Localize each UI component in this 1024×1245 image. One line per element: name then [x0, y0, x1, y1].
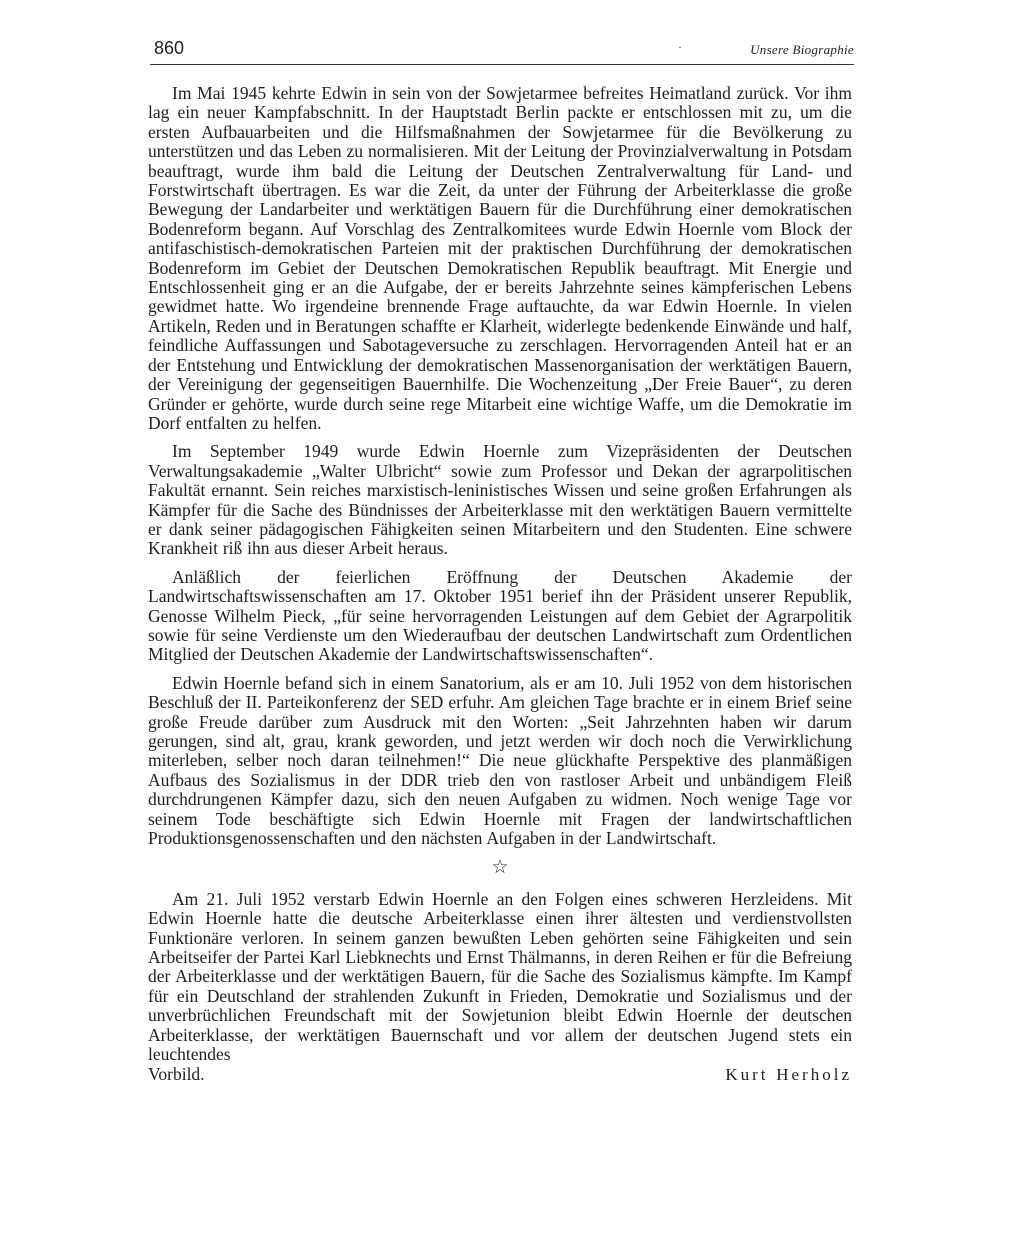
closing-paragraph: Am 21. Juli 1952 verstarb Edwin Hoernle an den Folgen eines schweren Herzleidens. Mit Edwin Hoernle hatte die deutsche Arbeiterklasse einen ihrer ältesten und verdienstvollsten Funktionäre verloren. In seinem ganzen bewußten Leben gehörten seine Fähigkeiten und sein Arbeitseifer der Partei Karl Liebknechts und Ernst Thälmanns, in deren Reihen er für die Befreiung der Arbeiterklasse und der werktätigen Bauern, für die Sache des Sozialismus kämpfte. Im Kampf für ein Deutschland der strahlenden Zukunft in Frieden, Demokratie und Sozialismus und der unverbrüchlichen Freundschaft mit der Sowjetunion bleibt Edwin Hoernle der deutschen Arbeiterklasse, der werktätigen Bauernschaft und vor allem der deutschen Jugend stets ein leuchtendes: [148, 888, 853, 1065]
paragraph: Im September 1949 wurde Edwin Hoernle zum Vizepräsidenten der Deutschen Verwaltungsakademie „Walter Ulbricht“ sowie zum Professor und Dekan der agrarpolitischen Fakultät ernannt. Sein reiches marxistisch-leninistisches Wissen und seine großen Erfahrungen als Kämpfer für die Sache des Bündnisses der Arbeiterklasse mit den werktätigen Bauern vermittelte er dank seiner pädagogischen Fähigkeiten seinen Mitarbeitern und den Studenten. Eine schwere Krankheit riß ihn aus dieser Arbeit heraus.: [148, 441, 852, 559]
paragraph: Edwin Hoernle befand sich in einem Sanatorium, als er am 10. Juli 1952 von dem historischen Beschluß der II. Parteikonferenz der SED erfuhr. Am gleichen Tage brachte er in einem Brief seine große Freude darüber zum Ausdruck mit den Worten: „Seit Jahrzehnten haben wir darum gerungen, sind alt, grau, krank geworden, und jetzt werden wir doch noch die Verwirklichung miterleben, selber noch daran teilnehmen!“ Die neue glückhafte Perspektive des planmäßigen Aufbaus des Sozialismus in der DDR trieb den von rastloser Arbeit und unbändigem Fleiß durchdrungenen Kämpfer dazu, sich den neuen Aufgaben zu widmen. Noch wenige Tage vor seinem Tode beschäftigte sich Edwin Hoernle mit Fragen der landwirtschaftlichen Produktionsgenossenschaften und den nächsten Aufgaben in der Landwirtschaft.: [148, 672, 852, 849]
page-number: 860: [154, 38, 185, 58]
author-signature: Kurt Herholz: [725, 1064, 852, 1084]
header-dot: ·: [678, 40, 682, 54]
running-title: Unsere Biographie: [750, 42, 854, 57]
paragraph: Anläßlich der feierlichen Eröffnung der Deutschen Akademie der Landwirtschaftswissenschaften am 17. Oktober 1951 berief ihn der Präsident unserer Republik, Genosse Wilhelm Pieck, „für seine hervorragenden Leistungen auf dem Gebiet der Agrarpolitik sowie für seine Verdienste um den Wiederaufbau der deutschen Landwirtschaft zum Ordentlichen Mitglied der Deutschen Akademie der Landwirtschaftswissenschaften“.: [148, 566, 852, 665]
body-text: [148, 84, 852, 1084]
paragraph: Im Mai 1945 kehrte Edwin in sein von der Sowjetarmee befreites Heimatland zurück. Vor ihm lag ein neuer Kampfabschnitt. In der Hauptstadt Berlin packte er entschlossen mit zu, um die ersten Aufbauarbeiten und die Hilfsmaßnahmen der Sowjetarmee für die Bevölkerung zu unterstützen und das Leben zu normalisieren. Mit der Leitung der Provinzialverwaltung in Potsdam beauftragt, wurde ihm bald die Leitung der Deutschen Zentralverwaltung für Land- und Forstwirtschaft übertragen. Es war die Zeit, da unter der Führung der Arbeiterklasse die große Bewegung der Landarbeiter und werktätigen Bauern für die Durchführung einer demokratischen Bodenreform begann. Auf Vorschlag des Zentralkomitees wurde Edwin Hoernle vom Block der antifaschistisch-demokratischen Parteien mit der praktischen Durchführung der demokratischen Bodenreform im Gebiet der Deutschen Demokratischen Republik beauftragt. Mit Energie und Entschlossenheit ging er an die Aufgabe, der er bereits Jahrzehnte seines kämpferischen Lebens gewidmet hatte. Wo irgendeine brennende Frage auftauchte, da war Edwin Hoernle. In vielen Artikeln, Reden und in Beratungen schaffte er Klarheit, widerlegte bedenkende Einwände und half, feindliche Auffassungen und Sabotageversuche zu zerschlagen. Hervorragenden Anteil hat er an der Entstehung und Entwicklung der demokratischen Massenorganisation der werktätigen Bauern, der Vereinigung der gegenseitigen Bauernhilfe. Die Wochenzeitung „Der Freie Bauer“, zu deren Gründer er gehörte, wurde durch seine rege Mitarbeit eine wichtige Waffe, um die Demokratie im Dorf entfalten zu helfen.: [148, 83, 852, 433]
section-separator-star: ☆: [491, 857, 509, 879]
closing-last-word: Vorbild.: [148, 1063, 205, 1084]
closing-line: [148, 1065, 852, 1084]
page-header: [150, 38, 854, 65]
